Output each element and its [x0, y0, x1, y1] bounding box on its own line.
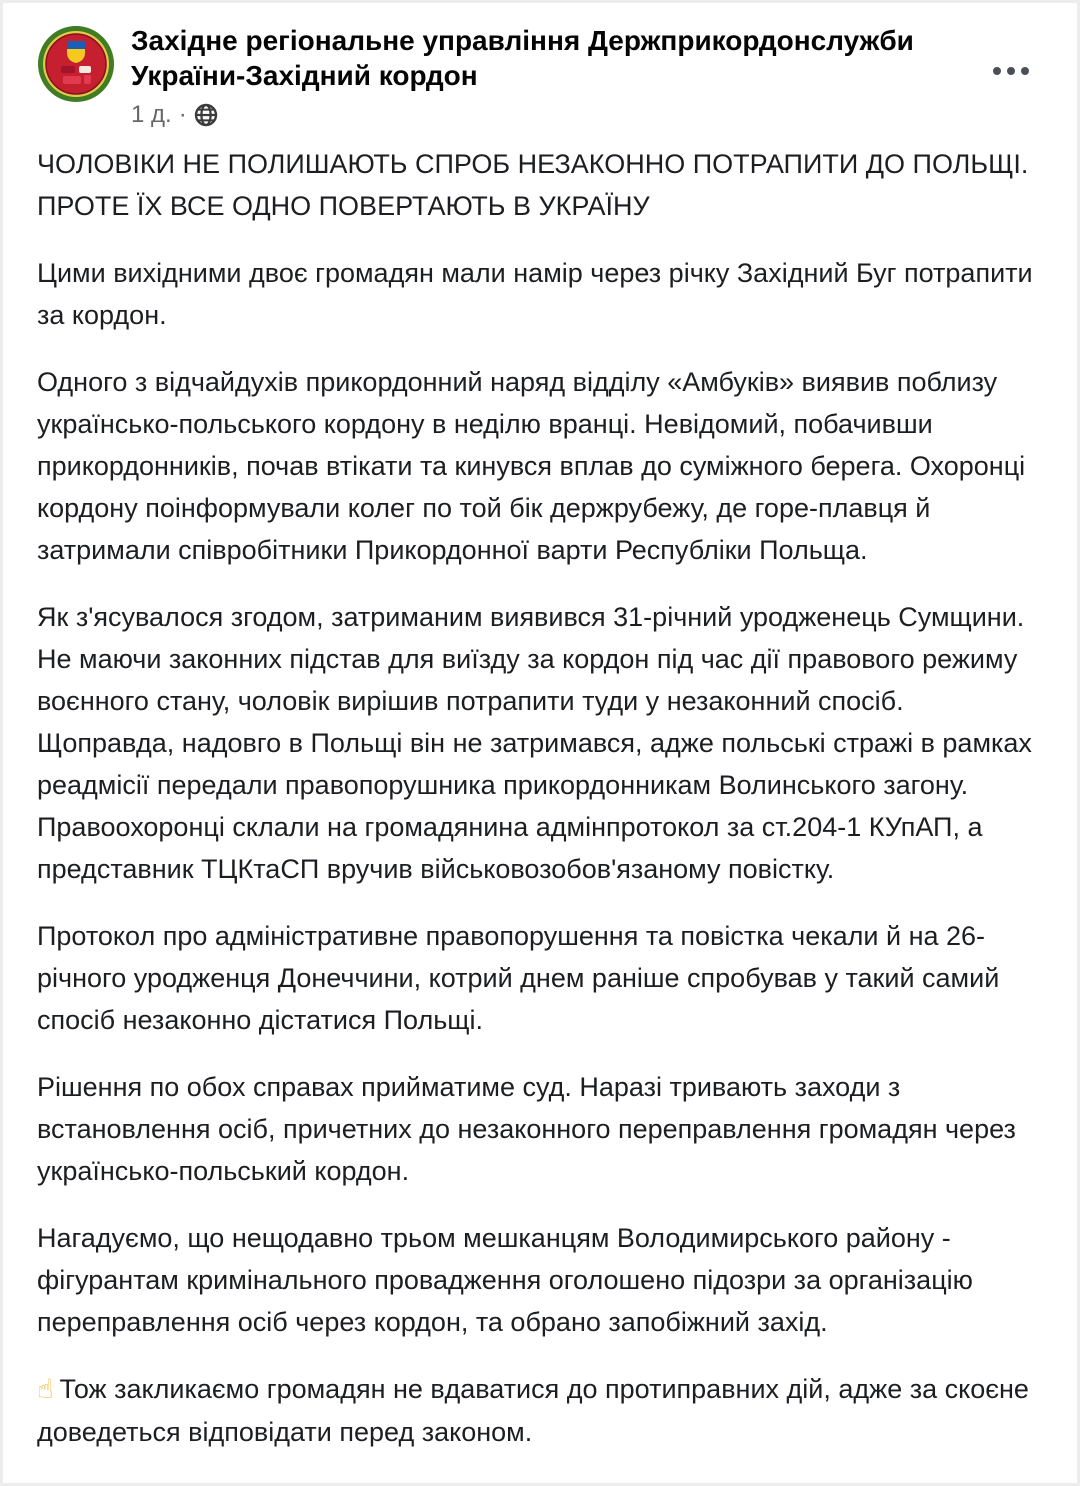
post-paragraph: Рішення по обох справах прийматиме суд. Наразі тривають заходи з встановлення осіб, причетних до незаконного переправлення громадян через українсько-польський кордон. — [37, 1072, 1016, 1186]
globe-public-icon — [194, 103, 218, 127]
post-paragraph: Цими вихідними двоє громадян мали намір через річку Західний Буг потрапити за кордон. — [37, 258, 1033, 330]
post-paragraph: Одного з відчайдухів прикордонний наряд відділу «Амбуків» виявив поблизу українсько-польського кордону в неділю вранці. Невідомий, побачивши прикордонників, почав втікати та кинувся вплав до суміжного берега. Охоронці кордону поінформували колег по той бік держрубежу, де горе-плавця й затримали співробітники Прикордонної варти Республіки Польща. — [37, 367, 1026, 565]
timestamp-link[interactable]: 1 д. — [131, 101, 172, 128]
post-paragraph: Протокол про адміністративне правопорушення та повістка чекали й на 26-річного уродженця Донеччини, котрий днем раніше спробував у такий самий спосіб незаконно дістатися Польщі. — [37, 921, 1000, 1035]
post-meta-row — [131, 101, 945, 129]
post-headline: ЧОЛОВІКИ НЕ ПОЛИШАЮТЬ СПРОБ НЕЗАКОННО ПОТРАПИТИ ДО ПОЛЬЩІ. ПРОТЕ ЇХ ВСЕ ОДНО ПОВЕРТАЮТЬ В УКРАЇНУ — [37, 149, 1029, 221]
pointing-up-emoji: ☝ — [37, 1374, 54, 1405]
post-header — [37, 23, 1035, 129]
post-closing-text: Тож закликаємо громадян не вдаватися до протиправних дій, адже за скоєне доведеться відповідати перед законом. — [37, 1374, 1029, 1447]
border-guard-emblem-icon — [37, 25, 115, 103]
meta-separator: · — [178, 101, 187, 128]
page-name-link[interactable]: Західне регіональне управління Держприкордонслужби України-Західний кордон — [131, 25, 914, 91]
ellipsis-dot — [1021, 67, 1029, 75]
post-body-text — [37, 143, 1035, 1453]
ellipsis-dot — [1007, 67, 1015, 75]
header-text — [131, 23, 1035, 129]
post-paragraph: Як з'ясувалося згодом, затриманим виявився 31-річний уродженець Сумщини. Не маючи законних підстав для виїзду за кордон під час дії правового режиму воєнного стану, чоловік вирішив потрапити туди у незаконний спосіб. Щоправда, надовго в Польщі він не затримався, адже польські стражі в рамках реадмісії передали правопорушника прикордонникам Волинського загону. Правоохоронці склали на громадянина адмінпротокол за ст.204-1 КУпАП, а представник ТЦКтаСП вручив військовозобов'язаному повістку. — [37, 602, 1032, 884]
post-options-button[interactable] — [987, 57, 1035, 85]
post-closing-paragraph — [37, 1368, 1035, 1453]
avatar[interactable] — [37, 25, 115, 103]
ellipsis-dot — [993, 67, 1001, 75]
post-paragraph: Нагадуємо, що нещодавно трьом мешканцям Володимирського району - фігурантам кримінального провадження оголошено підозри за організацію переправлення осіб через кордон, та обрано запобіжний захід. — [37, 1223, 973, 1337]
